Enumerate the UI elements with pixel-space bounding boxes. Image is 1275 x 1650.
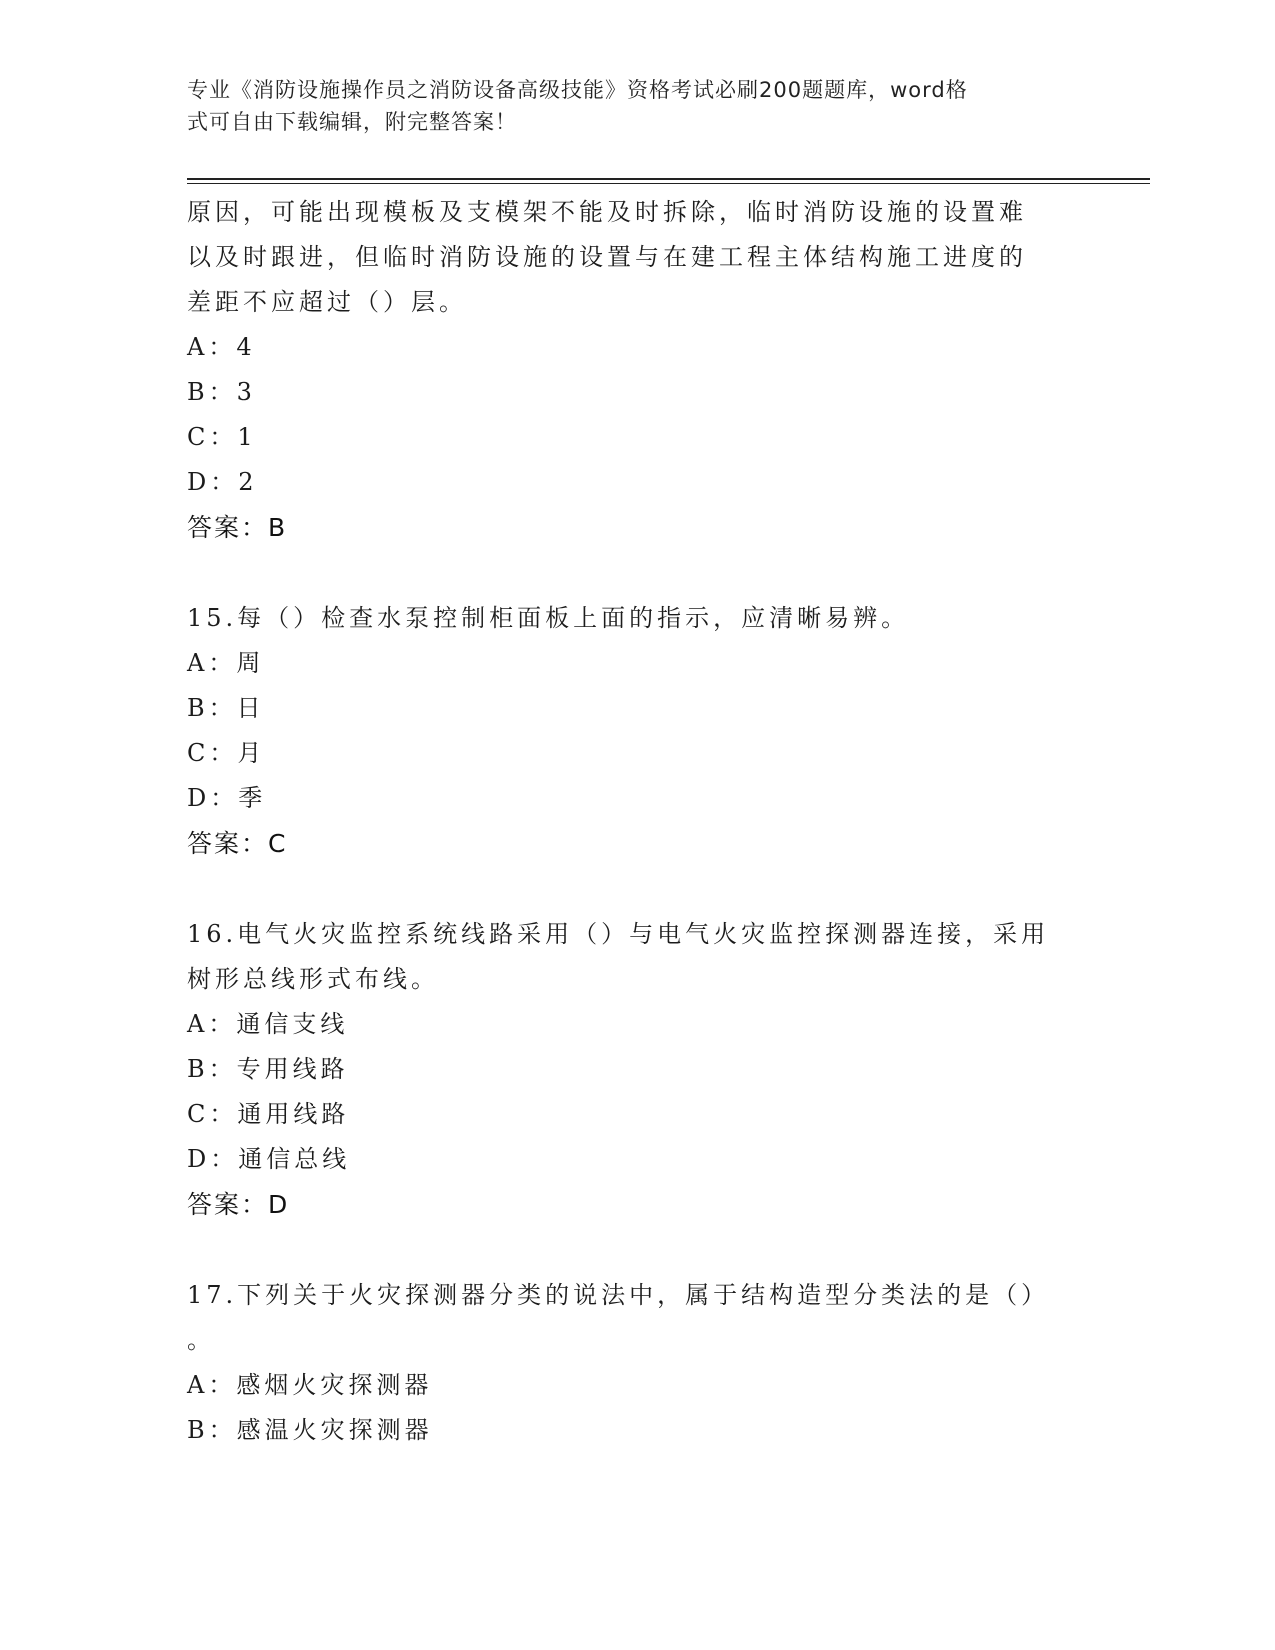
option-a: A：4 — [187, 333, 256, 361]
header-divider-thin — [187, 183, 1150, 184]
question-stem-line: 树形总线形式布线。 — [187, 965, 439, 993]
spacer — [187, 1227, 1087, 1273]
option-a: A：感烟火灾探测器 — [187, 1371, 433, 1399]
question-stem-line: 差距不应超过（）层。 — [187, 288, 467, 316]
option-b: B：3 — [187, 378, 256, 406]
question-block-17 — [187, 1273, 1087, 1453]
option-a: A：通信支线 — [187, 1010, 349, 1038]
answer-line: 答案：C — [187, 829, 288, 858]
option-c: C：1 — [187, 423, 257, 451]
question-stem-line: 15.每（）检查水泵控制柜面板上面的指示，应清晰易辨。 — [187, 604, 910, 632]
spacer — [187, 866, 1087, 912]
option-d: D：2 — [187, 468, 258, 496]
question-block-15 — [187, 596, 1087, 866]
question-block-continued — [187, 190, 1087, 550]
question-stem-line: 16.电气火灾监控系统线路采用（）与电气火灾监控探测器连接，采用 — [187, 920, 1050, 948]
header-line-2: 式可自由下载编辑，附完整答案！ — [187, 110, 517, 134]
question-content — [187, 190, 1087, 1453]
option-c: C：通用线路 — [187, 1100, 350, 1128]
option-b: B：专用线路 — [187, 1055, 349, 1083]
option-b: B：感温火灾探测器 — [187, 1416, 433, 1444]
document-header — [187, 74, 1067, 138]
answer-line: 答案：B — [187, 513, 288, 542]
header-divider-thick — [187, 178, 1150, 180]
question-stem-line: 。 — [187, 1326, 215, 1354]
question-stem-line: 17.下列关于火灾探测器分类的说法中，属于结构造型分类法的是（） — [187, 1281, 1050, 1309]
question-block-16 — [187, 912, 1087, 1227]
option-d: D：通信总线 — [187, 1145, 351, 1173]
header-line-1: 专业《消防设施操作员之消防设备高级技能》资格考试必刷200题题库，word格 — [187, 78, 968, 102]
answer-line: 答案：D — [187, 1190, 290, 1219]
option-c: C：月 — [187, 739, 266, 767]
question-stem-line: 原因，可能出现模板及支模架不能及时拆除，临时消防设施的设置难 — [187, 198, 1027, 226]
question-stem-line: 以及时跟进，但临时消防设施的设置与在建工程主体结构施工进度的 — [187, 243, 1027, 271]
option-a: A：周 — [187, 649, 265, 677]
option-d: D：季 — [187, 784, 267, 812]
spacer — [187, 550, 1087, 596]
option-b: B：日 — [187, 694, 265, 722]
